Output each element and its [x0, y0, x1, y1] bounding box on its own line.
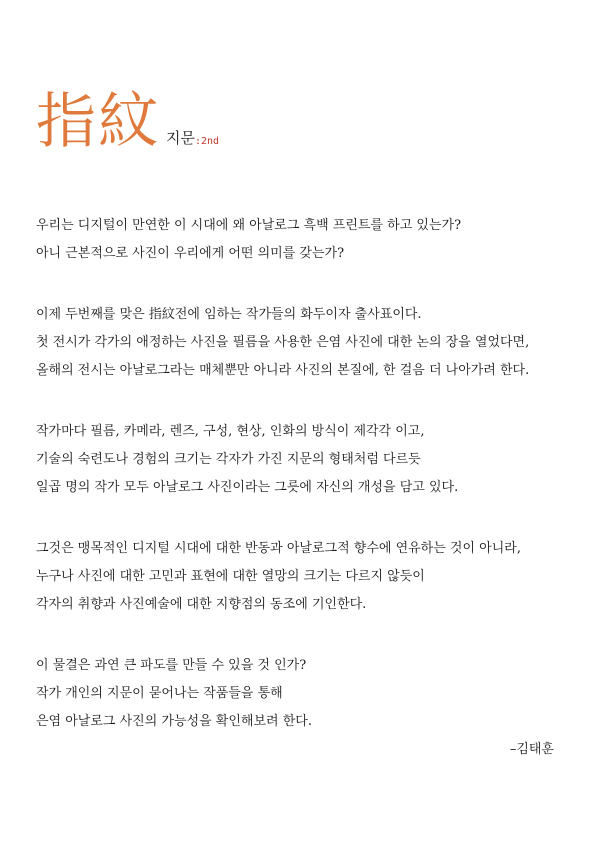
text-line: 각자의 취향과 사진예술에 대한 지향점의 동조에 기인한다.	[36, 597, 367, 612]
text-line: 작가마다 필름, 카메라, 렌즈, 구성, 현상, 인화의 방식이 제각각 이고,	[36, 424, 425, 439]
text-line: 아니 근본적으로 사진이 우리에게 어떤 의미를 갖는가?	[36, 246, 345, 261]
author-signature: –김태훈	[509, 742, 554, 757]
paragraph	[36, 652, 576, 736]
body-text	[36, 212, 576, 769]
text-line: 우리는 디지털이 만연한 이 시대에 왜 아날로그 흑백 프린트를 하고 있는가?	[36, 218, 462, 233]
text-line: 이제 두번째를 맞은 指紋전에 임하는 작가들의 화두이자 출사표이다.	[36, 307, 422, 322]
text-line: 이 물결은 과연 큰 파도를 만들 수 있을 것 인가?	[36, 658, 307, 673]
title-hanja: 指紋	[36, 87, 160, 157]
page-title	[36, 87, 220, 157]
paragraph	[36, 418, 576, 502]
paragraph	[36, 301, 576, 385]
title-edition: :2nd	[194, 136, 220, 147]
text-line: 그것은 맹목적인 디지털 시대에 대한 반동과 아날로그적 향수에 연유하는 것이 아니라,	[36, 541, 521, 556]
text-line: 작가 개인의 지문이 묻어나는 작품들을 통해	[36, 686, 283, 701]
title-korean: 지문	[166, 129, 195, 147]
text-line: 올해의 전시는 아날로그라는 매체뿐만 아니라 사진의 본질에, 한 걸음 더 나아가려 한다.	[36, 363, 530, 378]
text-line: 기술의 숙련도나 경험의 크기는 각자가 가진 지문의 형태처럼 다르듯	[36, 452, 421, 467]
paragraph	[36, 535, 576, 619]
paragraph	[36, 212, 576, 268]
text-line: 은염 아날로그 사진의 가능성을 확인해보려 한다.	[36, 714, 312, 729]
text-line: 일곱 명의 작가 모두 아날로그 사진이라는 그릇에 자신의 개성을 담고 있다.	[36, 480, 459, 495]
text-line: 누구나 사진에 대한 고민과 표현에 대한 열망의 크기는 다르지 않듯이	[36, 569, 425, 584]
text-line: 첫 전시가 각가의 애정하는 사진을 필름을 사용한 은염 사진에 대한 논의 장을 열었다면,	[36, 335, 530, 350]
